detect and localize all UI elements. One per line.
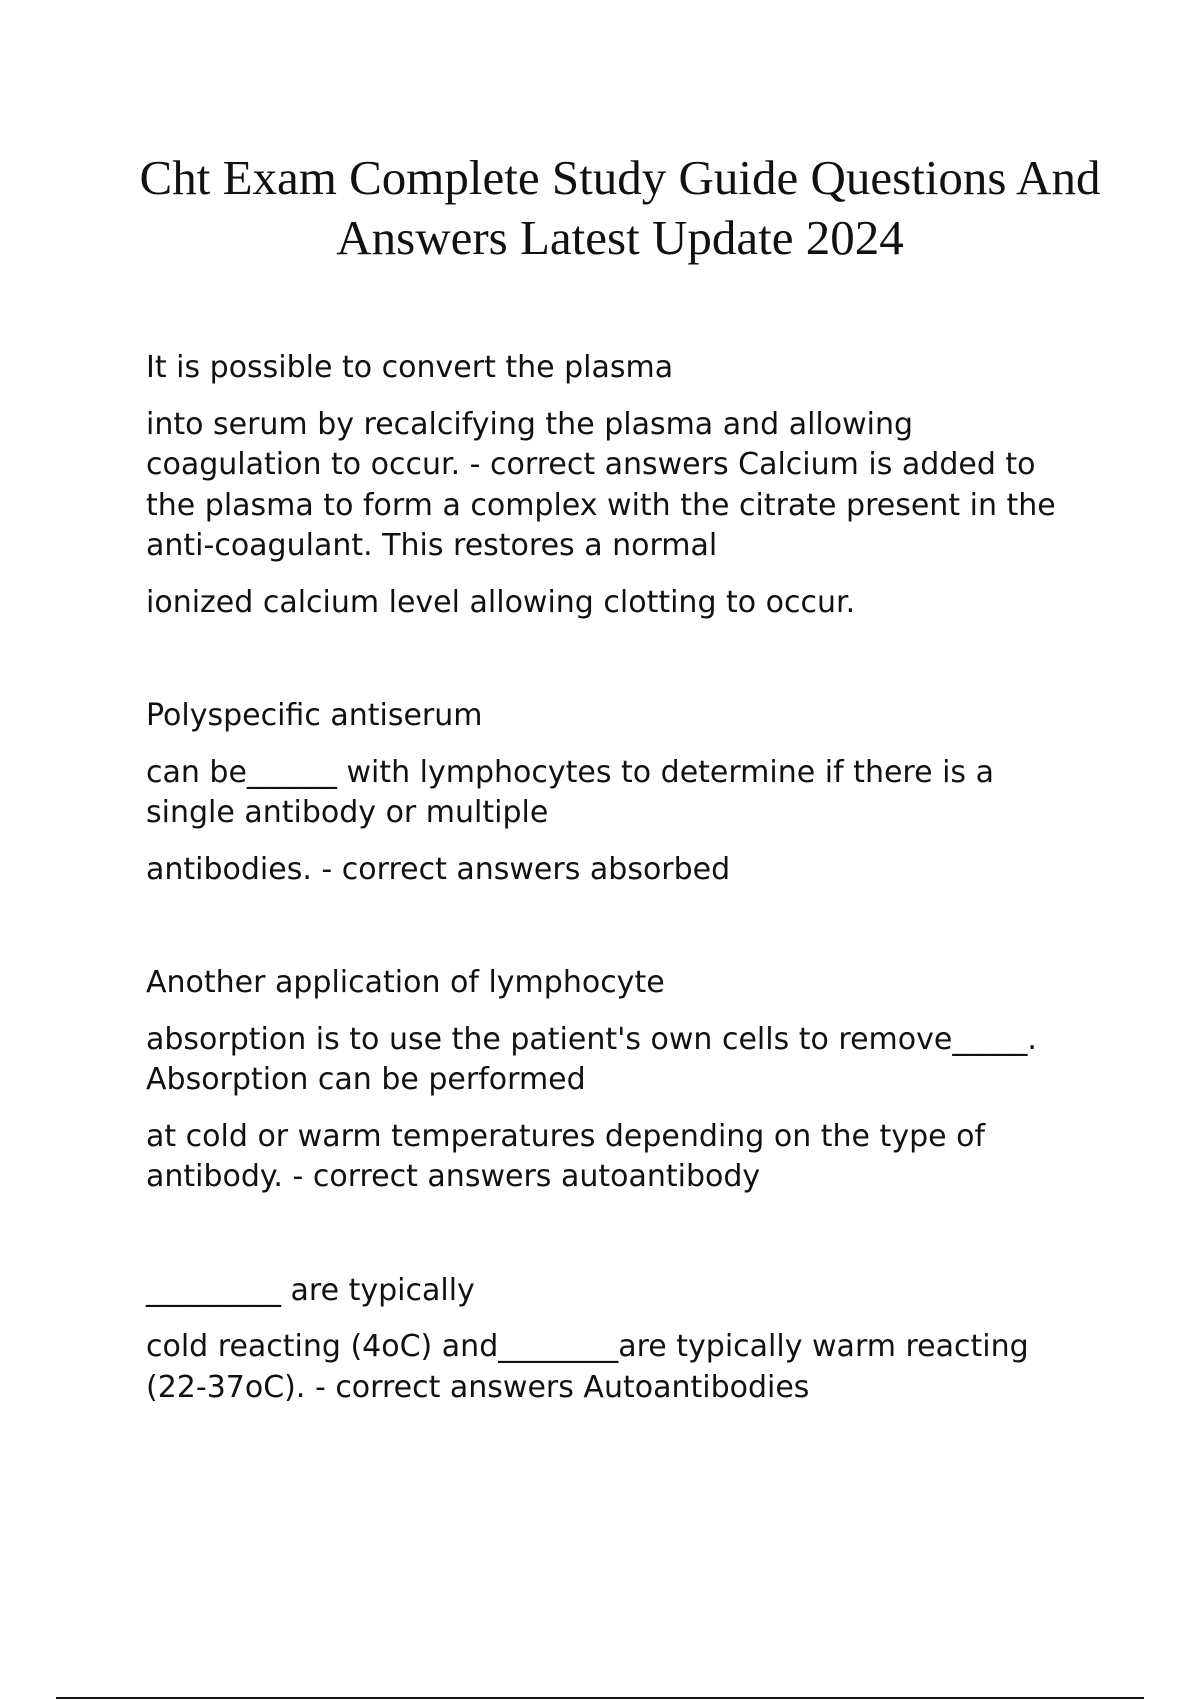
paragraph: antibodies. - correct answers absorbed: [146, 851, 731, 887]
paragraph: ionized calcium level allowing clotting to occur.: [146, 584, 856, 620]
document-body: [146, 348, 1086, 1481]
qa-item: [146, 1271, 1086, 1409]
paragraph: Another application of lymphocyte: [146, 965, 665, 1000]
paragraph: into serum by recalcifying the plasma and allowing coagulation to occur. - correct answers Calcium is added to the plasma to form a complex with the citrate present in the anti-coagulant. This restores a normal: [146, 406, 1056, 563]
paragraph: cold reacting (4oC) and________are typically warm reacting (22-37oC). - correct answers Autoantibodies: [146, 1329, 1029, 1405]
paragraph: Polyspecific antiserum: [146, 698, 483, 733]
bottom-divider: [56, 1697, 1144, 1699]
paragraph: absorption is to use the patient's own cells to remove_____. Absorption can be performed: [146, 1021, 1037, 1097]
qa-item: [146, 963, 1086, 1198]
document-title: Cht Exam Complete Study Guide Questions And Answers Latest Update 2024: [139, 150, 1101, 265]
paragraph: It is possible to convert the plasma: [146, 350, 674, 385]
paragraph: at cold or warm temperatures depending on the type of antibody. - correct answers autoantibody: [146, 1118, 986, 1194]
qa-item: [146, 696, 1086, 890]
qa-item: [146, 348, 1086, 623]
paragraph: can be______ with lymphocytes to determine if there is a single antibody or multiple: [146, 754, 994, 830]
paragraph: _________ are typically: [146, 1272, 475, 1308]
